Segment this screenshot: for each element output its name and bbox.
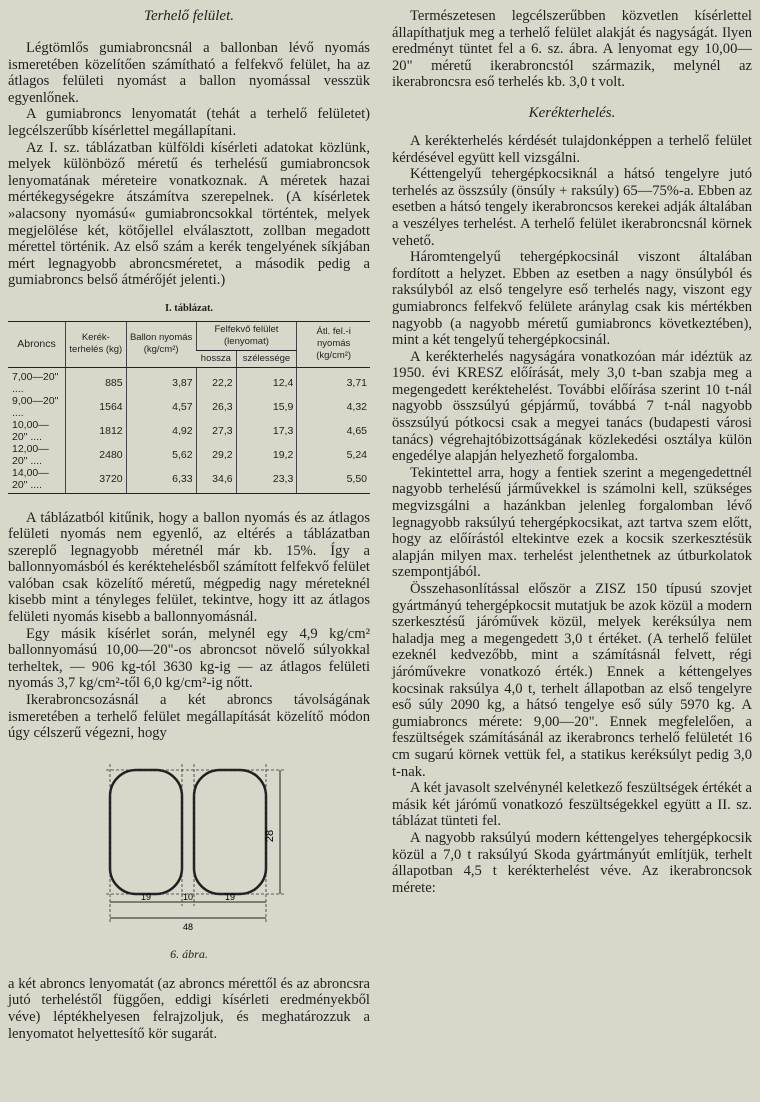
table-cell: 27,3: [196, 419, 236, 443]
column-header-felfekvo: Felfekvő felület (lenyomat): [196, 321, 297, 350]
paragraph: A kerékterhelés kérdését tulajdonképpen a terhelő felület kérdésével együtt kell vizsgálni.: [392, 132, 752, 166]
column-header-hossza: hossza: [196, 350, 236, 367]
table-cell: 26,3: [196, 395, 236, 419]
table-cell: 3720: [66, 467, 127, 494]
table-cell: 15,9: [236, 395, 297, 419]
column-header-terheles: Kerék-terhelés (kg): [66, 321, 127, 367]
table-cell: 5,62: [126, 443, 196, 467]
table-cell: 4,57: [126, 395, 196, 419]
table-cell: 3,87: [126, 367, 196, 395]
table-cell: 14,00—20" ....: [8, 467, 66, 494]
figure-caption: 6. ábra.: [170, 946, 208, 961]
right-column: [392, 8, 752, 896]
table-cell: 34,6: [196, 467, 236, 494]
table-row: [8, 419, 370, 443]
table-cell: 1564: [66, 395, 127, 419]
paragraph: Kéttengelyű tehergépkocsiknál a hátsó tengelyre jutó terhelés az összsúly (önsúly + raksúly) 65—75%-a. Ebben az esetben a hátsó tengely ikerabroncsos kerekei adják általában a veszélyes terhelést. A terhelő felület ikerabroncsnál körnek vehető.: [392, 166, 752, 249]
table-cell: 1812: [66, 419, 127, 443]
table-cell: 5,24: [297, 443, 370, 467]
table-cell: 4,65: [297, 419, 370, 443]
table-title: I. táblázat.: [164, 302, 214, 314]
paragraph: Természetesen legcélszerűbben közvetlen kísérlettel állapíthatjuk meg a terhelő felület alakját és nagyságát. Ilyen eredményt tüntet fel a 6. sz. ábra. A lenyomat egy 10,00—20" méretű ikerabroncstól származik, melynél az ikerabroncsra eső terhelés kb. 3,0 t volt.: [392, 8, 752, 91]
table-cell: 17,3: [236, 419, 297, 443]
table-cell: 19,2: [236, 443, 297, 467]
table-cell: 29,2: [196, 443, 236, 467]
column-header-abroncs: Abroncs: [8, 321, 66, 367]
paragraph: Légtömlős gumiabroncsnál a ballonban lévő nyomás ismeretében közelítően számítható a felfekvő felület, ha az átlagos felületi nyomást a ballon nyomással vesszük egyenlőnek.: [8, 40, 370, 106]
paragraph: A kerékterhelés nagyságára vonatkozóan már idéztük az 1950. évi KRESZ előírását, mely 3,0 t-ban szabja meg a megengedett keréktehelést. További előírása szerint 10 t-nál nagyobb összsúlyú gépjármű, továbbá 7 t-nál nagyobb összsúlyú pótkocsi csak a megyei tanács (budapesti városi tanács) végrehajtóbizottságának közlekedési osztálya külön engedélye alapján helyezhető forgalomba.: [392, 348, 752, 465]
left-footprint-outline: [110, 770, 182, 894]
table-cell: 12,4: [236, 367, 297, 395]
paragraph: A gumiabroncs lenyomatát (tehát a terhelő felületet) legcélszerűbb kísérlettel megállapítani.: [8, 106, 370, 139]
data-table: [8, 321, 370, 494]
tire-footprint-figure: [8, 750, 370, 970]
table-cell: 7,00—20" ....: [12, 370, 59, 395]
table-cell: 2480: [66, 443, 127, 467]
column-header-ballon: Ballon nyomás (kg/cm²): [126, 321, 196, 367]
column-header-szelessege: szélessége: [236, 350, 297, 367]
table-row: [8, 443, 370, 467]
paragraph: A táblázatból kitűnik, hogy a ballon nyomás és az átlagos felületi nyomás nem egyenlő, az eltérés a táblázatban szereplő legnagyobb méretnél már kb. 15%. Így a ballonnyomásból és keréktehelésből számított felfekvő felület valóban csak közelítő méretű, mégpedig nagy méreteknél kisebb mint a tényleges felület, tekintve, hogy itt az átlagos felületi nyomás kisebb a ballonnyomásnál.: [8, 509, 370, 626]
table-cell: 22,2: [196, 367, 236, 395]
right-footprint-outline: [194, 770, 266, 894]
paragraph: Ikerabroncsozásnál a két abroncs távolságának ismeretében a terhelő felület megállapítását közelítő módon úgy célszerű végezni, hogy: [8, 692, 370, 742]
paragraph: A két javasolt szelvénynél keletkező feszültségek értékét a másik két járómű vonatkozó feszültségekkel együtt a II. sz. táblázat tünteti fel.: [392, 780, 752, 830]
table-row: [8, 395, 370, 419]
column-header-atl-nyomas: Átl. fel.-i nyomás (kg/cm²): [297, 321, 370, 367]
table-cell: 9,00—20" ....: [12, 394, 59, 419]
dim-total-label: 48: [182, 921, 194, 932]
table-row: [8, 367, 370, 395]
paragraph: Háromtengelyű tehergépkocsinál viszont általában fordított a helyzet. Ebben az esetben a nagy önsúlyból és raksúlyból az első tengelyre eső terhelés nagy, viszont egy gumiabroncs felfekvő felülete aránylag csak kis mértékben nagyobb (a nagyobb méretű gumiabroncs következtében), mint a két tengelyű tehergépkocsinál.: [392, 249, 752, 349]
paragraph: Az I. sz. táblázatban külföldi kísérleti adatokat közlünk, melyek különböző méretű és terhelésű gumiabroncsok lenyomatának méreteire vonatkoznak. A méretek hazai mértékegységekre átszámítva szerepelnek. (A kísérletek »alacsony nyomású« gumiabroncsokkal történtek, melyek megjelölése két, kötőjellel elválasztott, zollban megadott mérettel történik. Az első szám a kerék tengelyének síkjában mért legnagyobb abroncsméretet, a második pedig a gumiabroncs belső átmérőjét jelenti.): [8, 139, 370, 289]
footprint-drawing: [94, 750, 294, 940]
dim-b-label: 10: [182, 891, 194, 902]
dim-a-label: 19: [140, 891, 152, 902]
table-cell: 3,71: [297, 367, 370, 395]
paragraph: Egy másik kísérlet során, melynél egy 4,9 kg/cm² ballonnyomású 10,00—20"-os abroncsot növelő súlyokkal terheltek, — 906 kg-tól 3630 kg-ig — az átlagos felületi nyomás 3,7 kg/cm²-től 6,0 kg/cm²-ig nőtt.: [8, 625, 370, 692]
table-row: [8, 467, 370, 494]
paragraph: A nagyobb raksúlyú modern kéttengelyes tehergépkocsik közül a 7,0 t raksúlyú Skoda gyártmányút említjük, terhelt állapotban 4,5 t kerékterhelést véve. Az ikerabroncsok mérete:: [392, 829, 752, 896]
left-column: [8, 8, 370, 1042]
paragraph: a két abroncs lenyomatát (az abroncs mérettől és az abroncsra jutó terheléstől függően, eddigi kísérleti eredményekből véve) léptékhelyesen felrajzoljuk, és meghatározzuk a lenyomatot helyettesítő kör sugarát.: [8, 975, 370, 1042]
table-cell: 885: [66, 367, 127, 395]
section-heading-kerekterheles: Kerékterhelés.: [528, 104, 616, 121]
section-heading-terhelo-felulet: Terhelő felület.: [144, 8, 234, 24]
paragraph: Összehasonlítással először a ZISZ 150 típusú szovjet gyártmányú tehergépkocsit mutatjuk be azok közül a modern szerkesztésű járóművek közül, melyek keréksúlya nem haladja meg a megengedett 3,0 t értéket. (A terhelő felület ezeknél kedvezőbb, mint a számításnál felvett, régi járóművekre vonatkozó érték.) Ennek a kéttengelyes kocsinak raksúlya 4,0 t, terhelt állapotban az első tengelyre eső súly 2090 kg, a hátsó tengelye eső súly 5970 kg. A gumiabroncs mérete: 9,00—20". Ennek megfelelően, a feszültségek számításánál az ikerabroncs terhelő felületét 16 cm sugarú körnek vettük fel, a statikus keréksúlyt pedig 3,0 t-nak.: [392, 581, 752, 780]
table-cell: 4,92: [126, 419, 196, 443]
paragraph: Tekintettel arra, hogy a fentiek szerint a megengedettnél nagyobb terhelésű járművekkel is számolni kell, szükséges megvizsgálni a hazánkban jelenleg forgalomban lévő legnagyobb raksúlyú tehergépkocsikat, azt tartva szem előtt, hogy az előírástól eltekintve ezek a kocsik szerkesztésük alapján milyen max. terhelést jelenthetnek az útburkolatok szempontjából.: [392, 464, 752, 581]
table-cell: 10,00—20" ....: [12, 418, 49, 443]
table-cell: 12,00—20" ....: [12, 442, 49, 467]
table-cell: 4,32: [297, 395, 370, 419]
table-cell: 23,3: [236, 467, 297, 494]
table-cell: 5,50: [297, 467, 370, 494]
table-cell: 6,33: [126, 467, 196, 494]
dim-height-label: 28: [264, 829, 276, 842]
dim-c-label: 19: [224, 891, 236, 902]
